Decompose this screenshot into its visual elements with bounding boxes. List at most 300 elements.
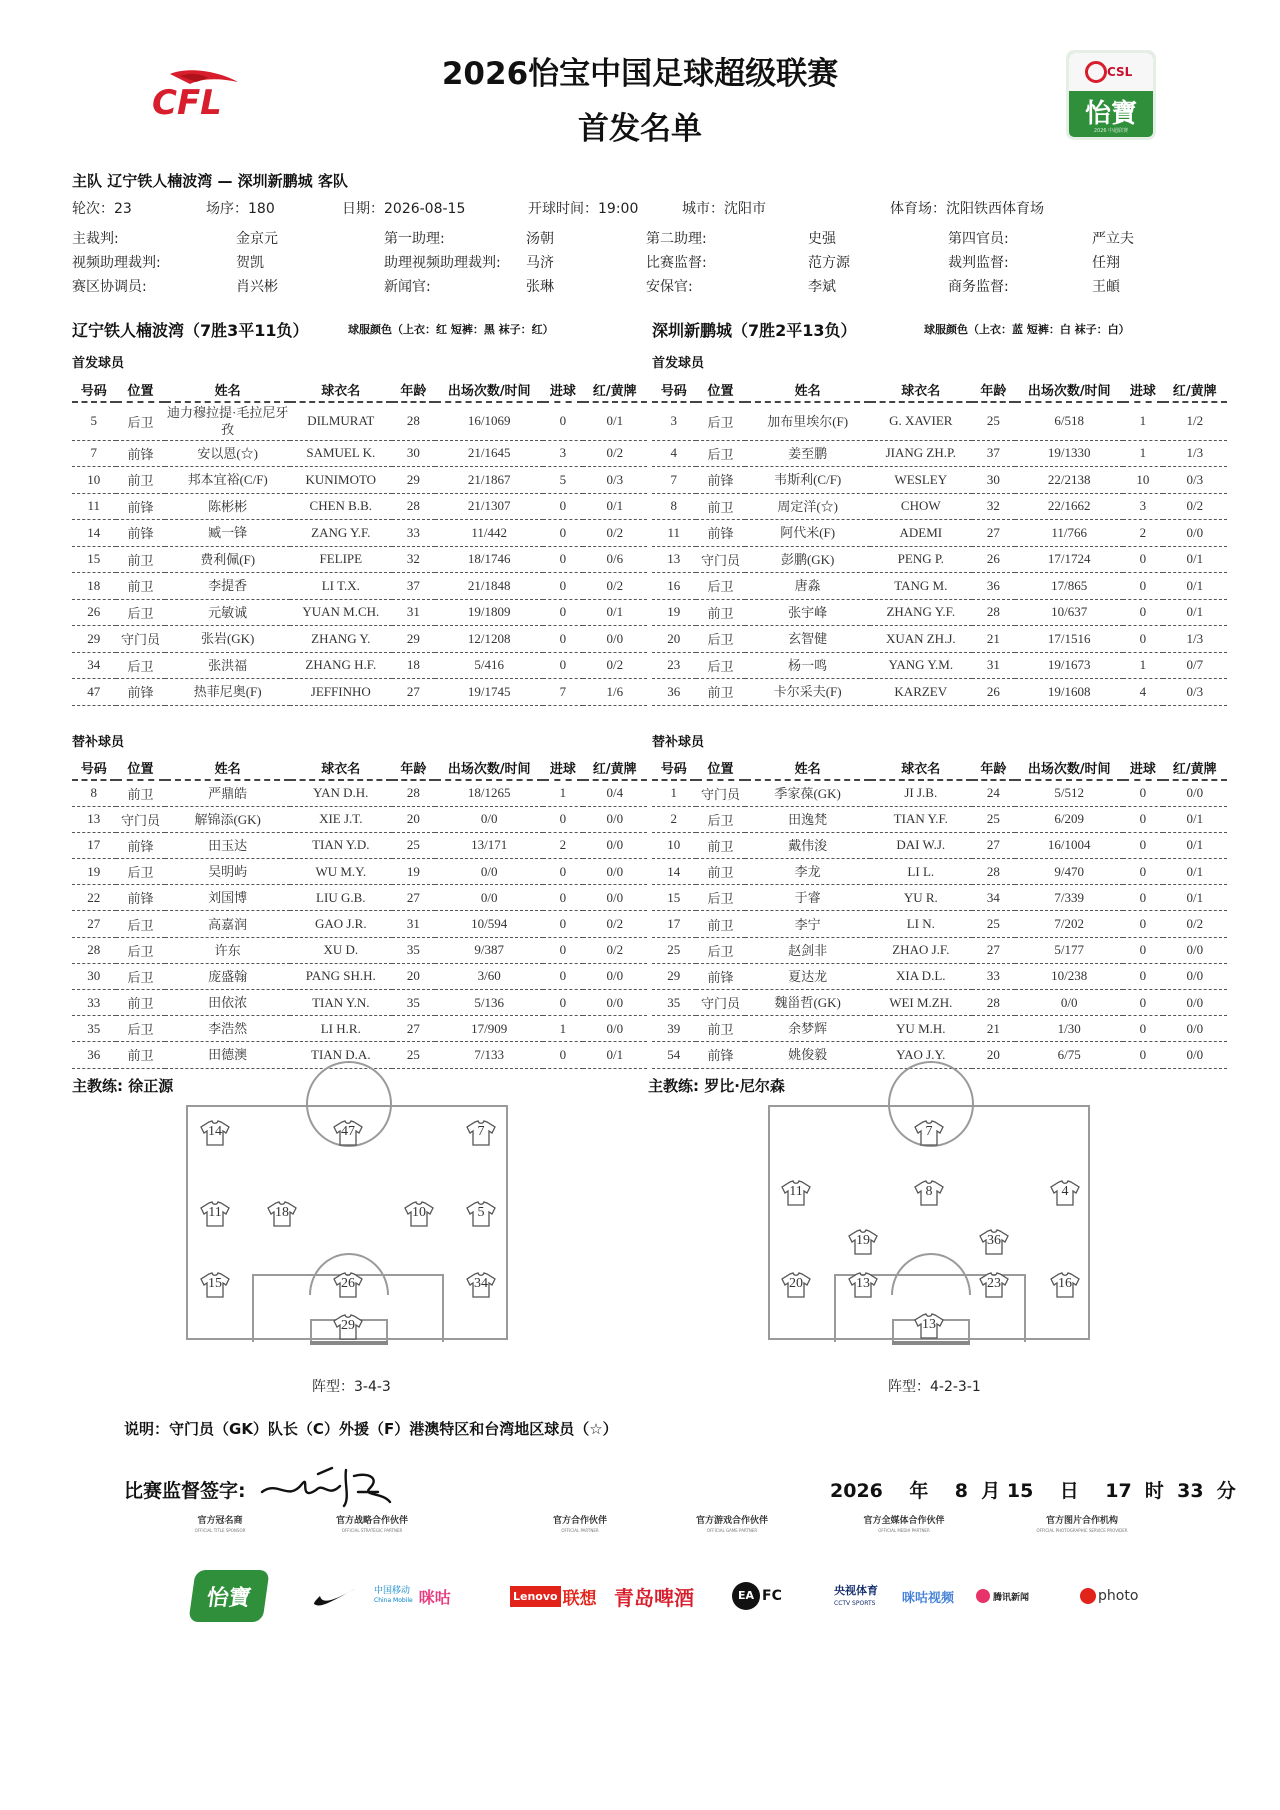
column-header-position: 位置 <box>696 378 746 402</box>
player-name: 高嘉润 <box>165 911 290 937</box>
player-shirt-name: ZHANG Y.F. <box>870 599 972 626</box>
shirt-number: 10 <box>412 1205 426 1220</box>
player-goals: 2 <box>1123 520 1162 547</box>
player-shirt-name: PENG P. <box>870 546 972 573</box>
official-label: 赛区协调员: <box>72 279 147 295</box>
player-age: 33 <box>392 520 436 547</box>
sponsor-category-cn: 官方图片合作机构 <box>1045 1516 1118 1526</box>
player-shirt-name: XUAN ZH.J. <box>870 626 972 653</box>
player-goals: 7 <box>543 679 582 706</box>
player-position: 前锋 <box>116 440 166 467</box>
player-name: 玄智健 <box>745 626 870 653</box>
legend-note: 说明：守门员（GK）队长（C）外援（F）港澳特区和台湾地区球员（☆） <box>124 1420 618 1438</box>
player-shirt-name: XIA D.L. <box>870 963 972 989</box>
player-number: 30 <box>72 963 116 989</box>
player-position: 守门员 <box>116 626 166 653</box>
player-number: 33 <box>72 990 116 1016</box>
player-position: 后卫 <box>696 652 746 679</box>
player-row <box>72 573 647 600</box>
player-position: 后卫 <box>116 859 166 885</box>
player-row <box>72 599 647 626</box>
player-name: 彭鹏(GK) <box>745 546 870 573</box>
player-apps: 5/416 <box>435 652 543 679</box>
player-cards: 0/1 <box>1163 546 1227 573</box>
player-apps: 21/1307 <box>435 493 543 520</box>
player-position: 守门员 <box>696 546 746 573</box>
player-shirt-name: WESLEY <box>870 467 972 494</box>
player-row <box>652 652 1227 679</box>
player-shirt-name: YAN D.H. <box>290 780 392 806</box>
player-position: 前卫 <box>116 780 166 806</box>
player-row <box>72 652 647 679</box>
official-name: 王頔 <box>1092 279 1120 295</box>
column-header-goals: 进球 <box>1123 756 1162 780</box>
player-goals: 0 <box>543 911 582 937</box>
player-row <box>652 467 1227 494</box>
player-cards: 0/2 <box>583 652 647 679</box>
player-number: 25 <box>652 937 696 963</box>
player-position: 后卫 <box>696 440 746 467</box>
player-age: 26 <box>972 679 1016 706</box>
player-name: 严鼎皓 <box>165 780 290 806</box>
player-age: 37 <box>392 573 436 600</box>
sponsor-category-en: OFFICIAL TITLE SPONSOR <box>194 1528 246 1533</box>
sign-datetime: 2026 年 8 月 15 日 17 时 33 分 <box>830 1480 1236 1502</box>
player-position: 后卫 <box>116 963 166 989</box>
player-apps: 9/387 <box>435 937 543 963</box>
player-apps: 0/0 <box>435 859 543 885</box>
player-age: 27 <box>972 520 1016 547</box>
player-age: 28 <box>392 780 436 806</box>
player-number: 19 <box>72 859 116 885</box>
player-shirt-icon <box>979 1272 1009 1298</box>
player-position: 前锋 <box>696 963 746 989</box>
player-name: 魏甾哲(GK) <box>745 990 870 1016</box>
player-apps: 10/238 <box>1015 963 1123 989</box>
player-shirt-name: ZHANG Y. <box>290 626 392 653</box>
shirt-number: 4 <box>1061 1184 1069 1199</box>
shirt-number: 11 <box>208 1205 222 1220</box>
player-age: 21 <box>972 626 1016 653</box>
page-title: 2026怡宝中国足球超级联赛 <box>441 56 839 92</box>
player-position: 前卫 <box>116 546 166 573</box>
sponsor-category-label <box>672 1516 792 1536</box>
player-apps: 5/136 <box>435 990 543 1016</box>
column-header-apps: 出场次数/时间 <box>435 378 543 402</box>
player-position: 后卫 <box>696 402 746 440</box>
shirt-number: 47 <box>341 1124 355 1139</box>
home-starters-label: 首发球员 <box>72 356 125 371</box>
player-goals: 1 <box>1123 402 1162 440</box>
player-number: 11 <box>72 493 116 520</box>
column-header-age: 年龄 <box>392 756 436 780</box>
official-label: 安保官: <box>646 279 693 295</box>
player-row <box>652 859 1227 885</box>
player-age: 32 <box>972 493 1016 520</box>
player-shirt-name: PANG SH.H. <box>290 963 392 989</box>
column-header-cards: 红/黄牌 <box>1163 378 1227 402</box>
player-age: 28 <box>392 493 436 520</box>
player-apps: 5/177 <box>1015 937 1123 963</box>
player-number: 28 <box>72 937 116 963</box>
player-cards: 0/0 <box>583 990 647 1016</box>
player-row <box>652 806 1227 832</box>
player-name: 张洪福 <box>165 652 290 679</box>
player-goals: 0 <box>543 573 582 600</box>
player-goals: 0 <box>543 546 582 573</box>
player-cards: 0/2 <box>583 440 647 467</box>
player-name: 卡尔采夫(F) <box>745 679 870 706</box>
sponsor-category-cn: 官方游戏合作伙伴 <box>695 1516 768 1526</box>
player-row <box>652 493 1227 520</box>
player-row <box>72 626 647 653</box>
player-age: 35 <box>392 937 436 963</box>
player-age: 25 <box>392 1042 436 1068</box>
player-shirt-icon <box>848 1272 878 1298</box>
player-number: 11 <box>652 520 696 547</box>
column-header-apps: 出场次数/时间 <box>1015 378 1123 402</box>
player-cards: 1/3 <box>1163 626 1227 653</box>
official-name: 张琳 <box>526 279 554 295</box>
player-shirt-name: WU M.Y. <box>290 859 392 885</box>
player-age: 27 <box>392 1016 436 1042</box>
player-goals: 0 <box>1123 990 1162 1016</box>
home-kit-colors: 球服颜色（上衣：红 短裤：黑 袜子：红） <box>348 323 554 336</box>
player-apps: 10/637 <box>1015 599 1123 626</box>
player-goals: 0 <box>543 990 582 1016</box>
player-position: 前锋 <box>116 679 166 706</box>
player-shirt-name: KUNIMOTO <box>290 467 392 494</box>
shirt-number: 14 <box>208 1124 222 1139</box>
player-age: 25 <box>972 402 1016 440</box>
player-cards: 0/0 <box>583 626 647 653</box>
player-row <box>652 885 1227 911</box>
player-name: 陈彬彬 <box>165 493 290 520</box>
player-age: 20 <box>392 806 436 832</box>
player-position: 前锋 <box>696 1042 746 1068</box>
player-apps: 11/766 <box>1015 520 1123 547</box>
player-name: 田逸梵 <box>745 806 870 832</box>
away-team-name: 深圳新鹏城（7胜2平13负） <box>652 321 857 340</box>
player-goals: 0 <box>543 963 582 989</box>
player-row <box>72 859 647 885</box>
shirt-number: 34 <box>474 1276 488 1291</box>
player-apps: 16/1069 <box>435 402 543 440</box>
player-cards: 0/0 <box>1163 937 1227 963</box>
player-number: 13 <box>72 806 116 832</box>
player-shirt-icon <box>466 1120 496 1146</box>
player-row <box>72 963 647 989</box>
player-name: 姚俊毅 <box>745 1042 870 1068</box>
player-goals: 0 <box>543 859 582 885</box>
player-row <box>652 937 1227 963</box>
player-goals: 0 <box>543 402 582 440</box>
player-number: 36 <box>72 1042 116 1068</box>
player-age: 25 <box>392 832 436 858</box>
player-name: 臧一锋 <box>165 520 290 547</box>
player-name: 吴明屿 <box>165 859 290 885</box>
player-number: 16 <box>652 573 696 600</box>
player-cards: 0/3 <box>1163 679 1227 706</box>
home-subs-table <box>72 756 647 1069</box>
player-name: 刘国博 <box>165 885 290 911</box>
player-position: 后卫 <box>696 806 746 832</box>
player-age: 21 <box>972 1016 1016 1042</box>
column-header-name: 姓名 <box>165 756 290 780</box>
player-apps: 17/1516 <box>1015 626 1123 653</box>
player-position: 后卫 <box>116 652 166 679</box>
player-position: 前卫 <box>696 599 746 626</box>
player-shirt-name: ADEMI <box>870 520 972 547</box>
column-header-name: 姓名 <box>165 378 290 402</box>
player-position: 后卫 <box>696 885 746 911</box>
player-apps: 9/470 <box>1015 859 1123 885</box>
player-shirt-name: TIAN D.A. <box>290 1042 392 1068</box>
player-age: 26 <box>972 546 1016 573</box>
player-age: 27 <box>972 937 1016 963</box>
player-position: 前锋 <box>696 467 746 494</box>
player-cards: 0/0 <box>583 963 647 989</box>
player-number: 10 <box>72 467 116 494</box>
player-shirt-name: TANG M. <box>870 573 972 600</box>
column-header-position: 位置 <box>116 378 166 402</box>
player-shirt-name: DILMURAT <box>290 402 392 440</box>
official-name: 严立夫 <box>1092 231 1134 247</box>
player-name: 庞盛翰 <box>165 963 290 989</box>
column-header-apps: 出场次数/时间 <box>1015 756 1123 780</box>
player-number: 36 <box>652 679 696 706</box>
column-header-number: 号码 <box>72 378 116 402</box>
player-number: 15 <box>652 885 696 911</box>
player-goals: 0 <box>1123 626 1162 653</box>
player-number: 27 <box>72 911 116 937</box>
player-name: 于睿 <box>745 885 870 911</box>
player-name: 热菲尼奥(F) <box>165 679 290 706</box>
sponsor-category-en: OFFICIAL STRATEGIC PARTNER <box>341 1528 403 1533</box>
player-goals: 3 <box>543 440 582 467</box>
shirt-number: 15 <box>208 1276 222 1291</box>
player-cards: 0/0 <box>583 1016 647 1042</box>
player-number: 19 <box>652 599 696 626</box>
player-name: 李提香 <box>165 573 290 600</box>
home-starters-table <box>72 378 647 706</box>
sponsor-category-cn: 官方冠名商 <box>197 1516 243 1526</box>
player-cards: 0/1 <box>1163 859 1227 885</box>
player-row <box>652 911 1227 937</box>
player-name: 韦斯利(C/F) <box>745 467 870 494</box>
shirt-number: 23 <box>987 1276 1001 1291</box>
player-cards: 0/0 <box>583 806 647 832</box>
player-row <box>652 520 1227 547</box>
svg-text:CFL: CFL <box>152 83 222 120</box>
player-cards: 1/6 <box>583 679 647 706</box>
player-number: 13 <box>652 546 696 573</box>
shirt-number: 19 <box>856 1233 870 1248</box>
player-apps: 22/1662 <box>1015 493 1123 520</box>
official-label: 助理视频助理裁判: <box>384 255 501 271</box>
column-header-shirt-name: 球衣名 <box>290 378 392 402</box>
player-age: 24 <box>972 780 1016 806</box>
player-shirt-icon <box>848 1229 878 1255</box>
player-age: 31 <box>392 599 436 626</box>
player-cards: 0/1 <box>1163 885 1227 911</box>
player-shirt-name: FELIPE <box>290 546 392 573</box>
away-kit-colors: 球服颜色（上衣：蓝 短裤：白 袜子：白） <box>924 323 1130 336</box>
official-label: 比赛监督: <box>646 255 707 271</box>
player-age: 28 <box>972 990 1016 1016</box>
player-position: 后卫 <box>116 937 166 963</box>
column-header-shirt-name: 球衣名 <box>870 378 972 402</box>
player-goals: 0 <box>543 626 582 653</box>
player-goals: 0 <box>543 937 582 963</box>
player-shirt-name: CHEN B.B. <box>290 493 392 520</box>
player-age: 31 <box>392 911 436 937</box>
sponsor-category-label <box>520 1516 640 1536</box>
player-age: 35 <box>392 990 436 1016</box>
official-label: 商务监督: <box>948 279 1009 295</box>
player-shirt-name: KARZEV <box>870 679 972 706</box>
player-shirt-name: YU M.H. <box>870 1016 972 1042</box>
player-number: 20 <box>652 626 696 653</box>
player-cards: 0/0 <box>1163 963 1227 989</box>
away-starters-label: 首发球员 <box>652 356 705 371</box>
player-row <box>652 626 1227 653</box>
player-row <box>72 885 647 911</box>
player-shirt-icon <box>1050 1272 1080 1298</box>
player-age: 27 <box>972 832 1016 858</box>
match-city: 城市：沈阳市 <box>682 201 766 217</box>
player-row <box>652 963 1227 989</box>
player-position: 后卫 <box>116 1016 166 1042</box>
player-row <box>652 832 1227 858</box>
player-apps: 16/1004 <box>1015 832 1123 858</box>
player-number: 39 <box>652 1016 696 1042</box>
player-goals: 0 <box>1123 780 1162 806</box>
player-position: 前卫 <box>696 493 746 520</box>
player-apps: 7/202 <box>1015 911 1123 937</box>
shirt-number: 18 <box>275 1205 289 1220</box>
player-name: 李宁 <box>745 911 870 937</box>
player-position: 前卫 <box>116 1042 166 1068</box>
match-kickoff: 开球时间：19:00 <box>528 201 639 217</box>
table-header <box>72 378 647 402</box>
sponsor-yibao-logo: 怡寶 <box>192 1570 272 1622</box>
player-row <box>72 937 647 963</box>
player-goals: 0 <box>543 599 582 626</box>
shirt-number: 26 <box>341 1276 355 1291</box>
player-row <box>652 679 1227 706</box>
player-position: 前卫 <box>116 990 166 1016</box>
player-row <box>72 911 647 937</box>
player-row <box>72 467 647 494</box>
player-goals: 0 <box>1123 963 1162 989</box>
column-header-age: 年龄 <box>972 756 1016 780</box>
sponsor-category-en: OFFICIAL PARTNER <box>561 1528 599 1533</box>
player-shirt-name: JIANG ZH.P. <box>870 440 972 467</box>
official-name: 肖兴彬 <box>236 279 278 295</box>
player-shirt-icon <box>781 1180 811 1206</box>
player-number: 29 <box>652 963 696 989</box>
sponsor-category-en: OFFICIAL PHOTOGRAPHIC SERVICE PROVIDER <box>1036 1528 1128 1533</box>
column-header-goals: 进球 <box>543 756 582 780</box>
official-label: 主裁判: <box>72 231 119 247</box>
player-row <box>652 1016 1227 1042</box>
official-label: 第二助理: <box>646 231 707 247</box>
player-number: 54 <box>652 1042 696 1068</box>
player-goals: 0 <box>1123 832 1162 858</box>
player-row <box>72 520 647 547</box>
player-cards: 0/1 <box>1163 806 1227 832</box>
match-round: 轮次：23 <box>72 201 132 217</box>
player-cards: 0/2 <box>583 937 647 963</box>
match-date: 日期：2026-08-15 <box>342 201 466 217</box>
player-age: 27 <box>392 679 436 706</box>
player-position: 后卫 <box>696 626 746 653</box>
player-name: 季家葆(GK) <box>745 780 870 806</box>
player-age: 34 <box>972 885 1016 911</box>
player-row <box>72 990 647 1016</box>
player-number: 14 <box>652 859 696 885</box>
player-shirt-name: LIU G.B. <box>290 885 392 911</box>
player-name: 迪力穆拉提·毛拉尼牙孜 <box>165 402 290 440</box>
player-apps: 22/2138 <box>1015 467 1123 494</box>
player-goals: 4 <box>1123 679 1162 706</box>
player-number: 35 <box>72 1016 116 1042</box>
player-goals: 0 <box>1123 885 1162 911</box>
player-apps: 0/0 <box>435 885 543 911</box>
player-apps: 0/0 <box>435 806 543 832</box>
player-goals: 0 <box>1123 911 1162 937</box>
away-subs-label: 替补球员 <box>652 735 705 750</box>
player-shirt-name: TIAN Y.D. <box>290 832 392 858</box>
sponsor-category-label <box>312 1516 432 1536</box>
player-apps: 11/442 <box>435 520 543 547</box>
player-position: 守门员 <box>696 990 746 1016</box>
player-name: 安以恩(☆) <box>165 440 290 467</box>
player-shirt-icon <box>200 1201 230 1227</box>
player-cards: 0/0 <box>1163 990 1227 1016</box>
player-position: 后卫 <box>116 911 166 937</box>
player-shirt-icon <box>466 1201 496 1227</box>
player-apps: 6/518 <box>1015 402 1123 440</box>
player-goals: 3 <box>1123 493 1162 520</box>
player-goals: 0 <box>1123 546 1162 573</box>
player-cards: 0/1 <box>1163 832 1227 858</box>
player-apps: 18/1746 <box>435 546 543 573</box>
player-name: 解锦添(GK) <box>165 806 290 832</box>
player-cards: 0/3 <box>1163 467 1227 494</box>
signature-label: 比赛监督签字: <box>124 1480 246 1502</box>
official-name: 汤朝 <box>526 231 554 247</box>
player-apps: 19/1608 <box>1015 679 1123 706</box>
player-position: 后卫 <box>116 599 166 626</box>
player-name: 姜至鹏 <box>745 440 870 467</box>
away-formation-pitch <box>768 1105 1090 1340</box>
player-shirt-name: LI L. <box>870 859 972 885</box>
player-apps: 6/75 <box>1015 1042 1123 1068</box>
player-row <box>652 573 1227 600</box>
player-number: 35 <box>652 990 696 1016</box>
home-formation: 阵型：3-4-3 <box>312 1379 391 1395</box>
player-goals: 0 <box>543 652 582 679</box>
player-shirt-name: YUAN M.CH. <box>290 599 392 626</box>
sponsor-category-label <box>844 1516 964 1536</box>
player-cards: 0/0 <box>1163 780 1227 806</box>
player-cards: 0/2 <box>1163 911 1227 937</box>
player-shirt-name: XIE J.T. <box>290 806 392 832</box>
column-header-cards: 红/黄牌 <box>583 378 647 402</box>
sponsor-tsingtao-logo: 青岛啤酒 <box>614 1585 694 1610</box>
